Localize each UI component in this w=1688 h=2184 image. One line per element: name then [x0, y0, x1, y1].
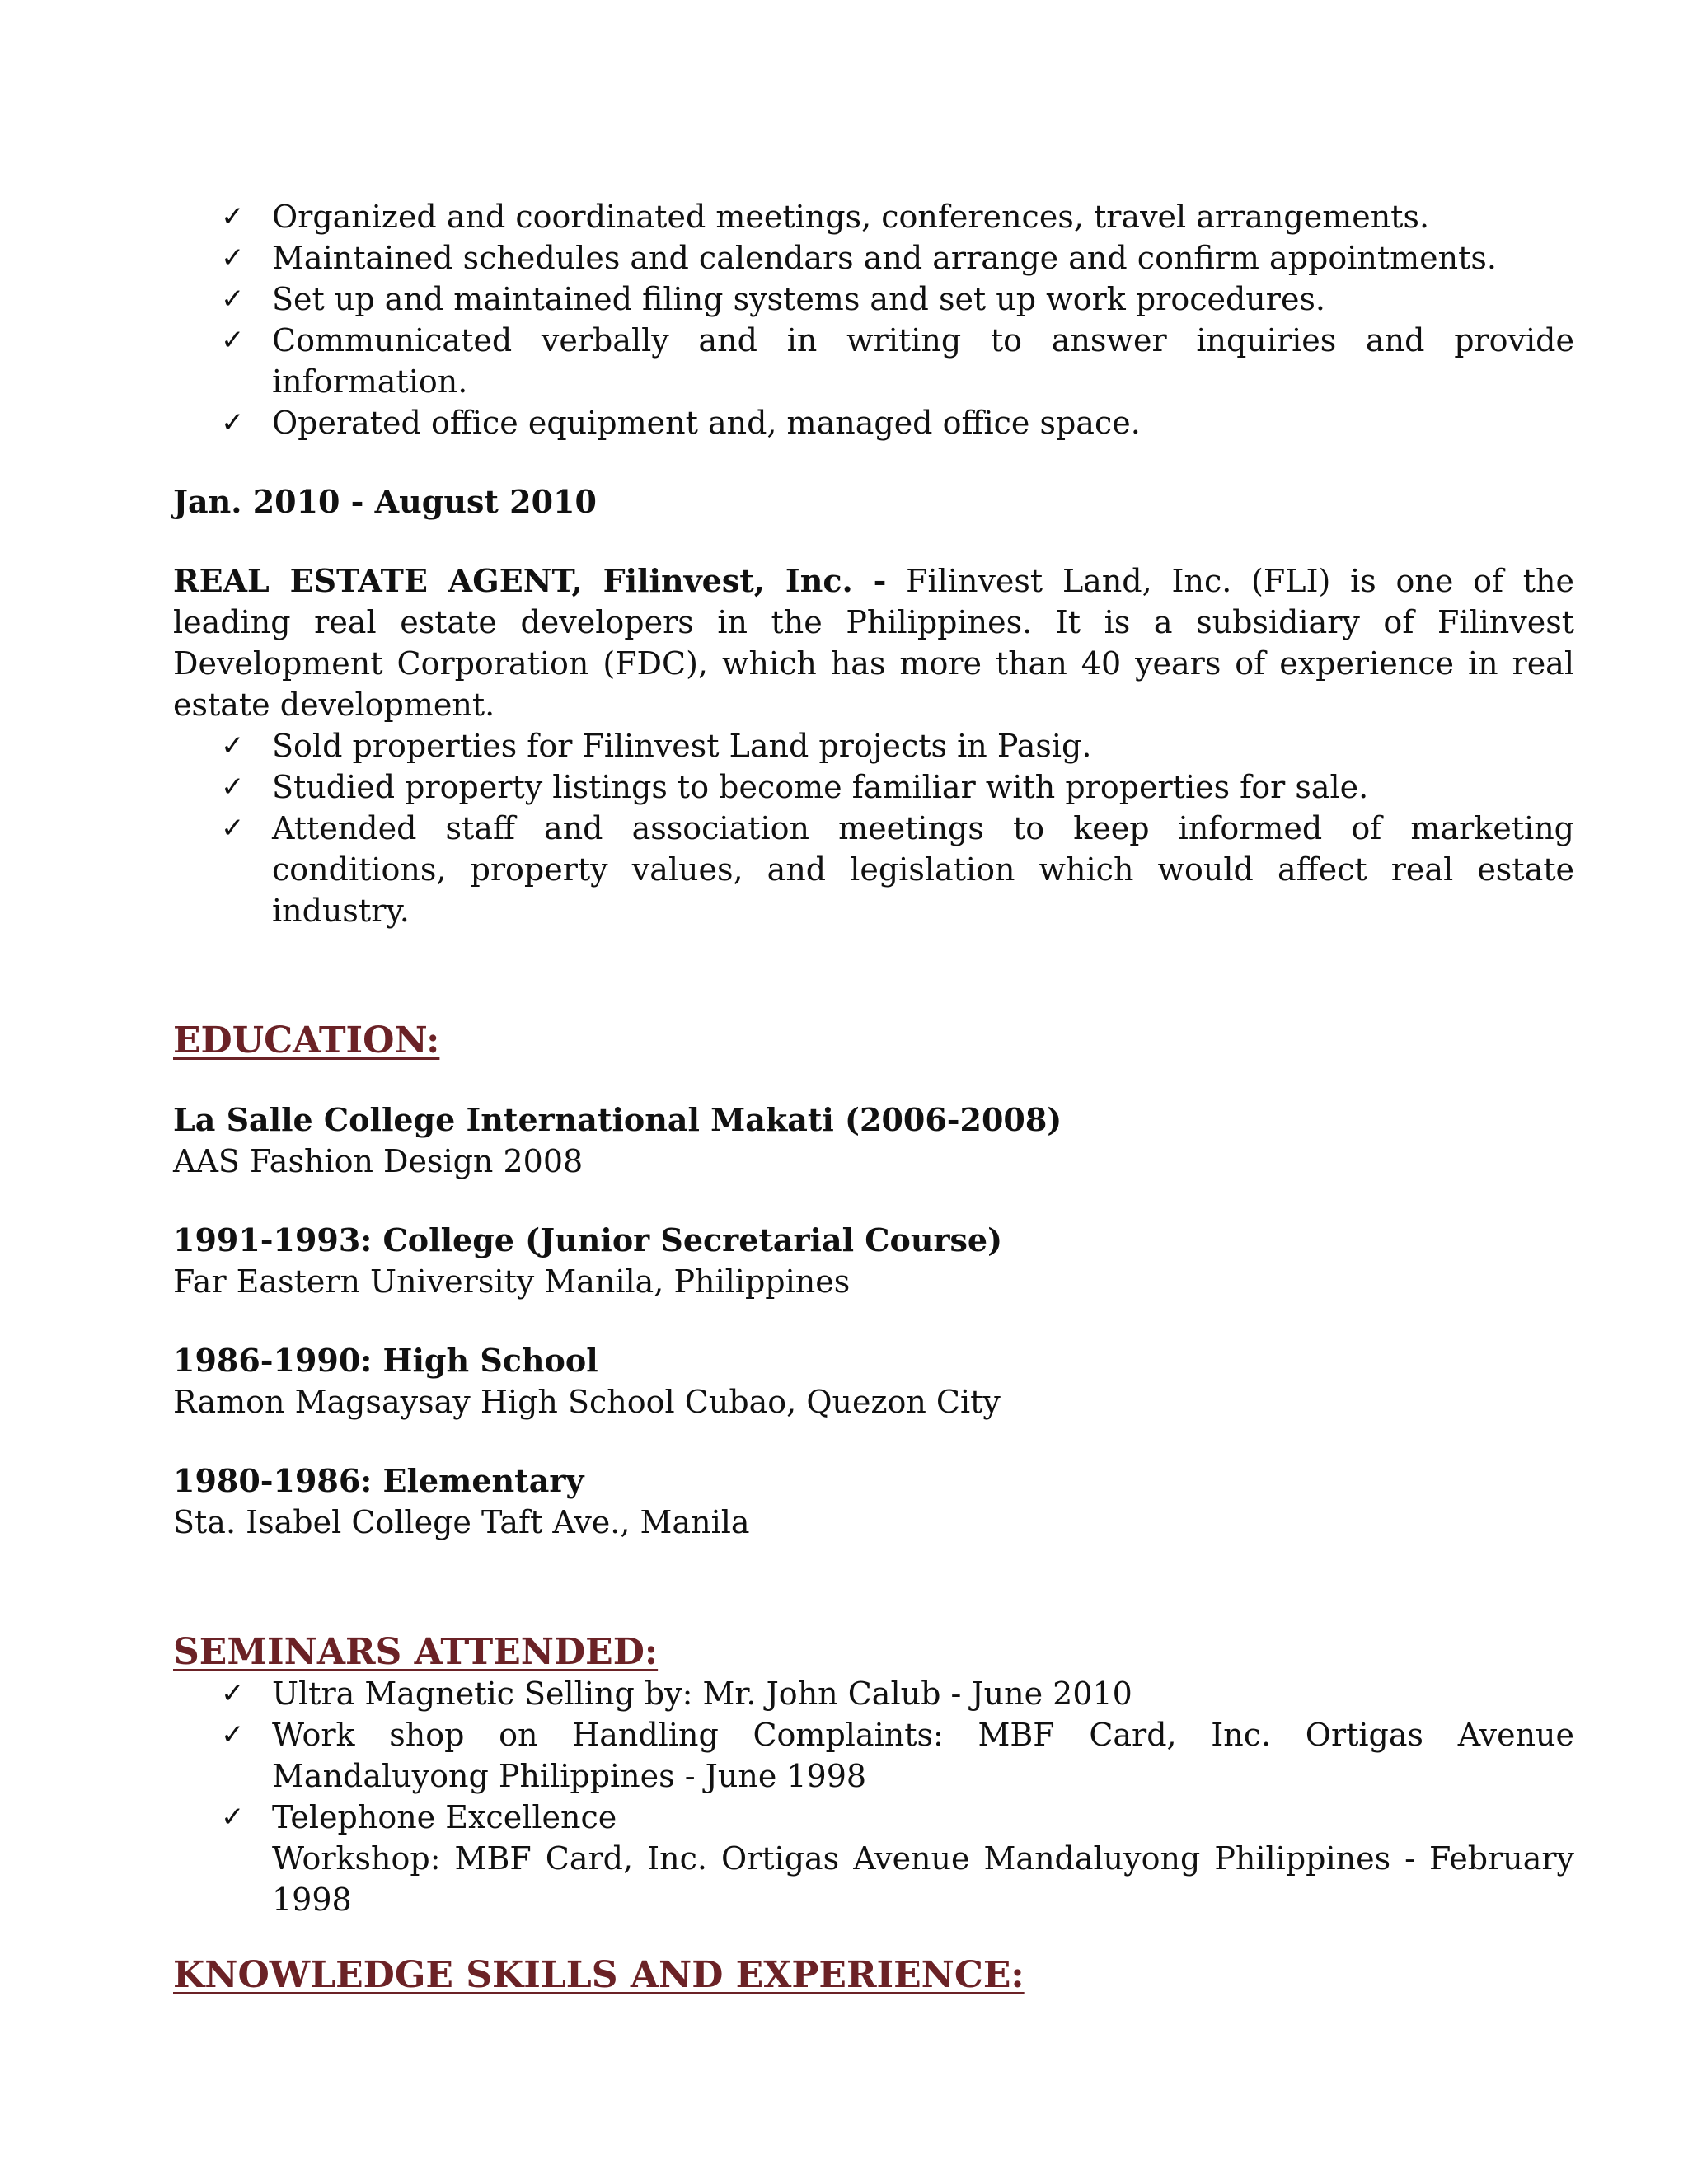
list-item-text: Communicated verbally and in writing to answer inquiries and provide information.	[272, 322, 1574, 400]
duties-list	[173, 196, 1574, 443]
knowledge-heading: KNOWLEDGE SKILLS AND EXPERIENCE:	[173, 1954, 1025, 1996]
education-entry-detail: Sta. Isabel College Taft Ave., Manila	[173, 1504, 750, 1540]
education-entry	[173, 1460, 1574, 1543]
list-item	[221, 1673, 1574, 1714]
list-item	[221, 237, 1574, 279]
list-item-text: Set up and maintained filing systems and set up work procedures.	[272, 281, 1326, 317]
list-item-text: Operated office equipment and, managed office space.	[272, 405, 1141, 441]
education-entry-detail: AAS Fashion Design 2008	[173, 1143, 584, 1179]
job-duties-list	[173, 725, 1574, 931]
list-item	[221, 320, 1574, 402]
check-mark-icon: ✓	[221, 1718, 245, 1751]
check-mark-icon: ✓	[221, 200, 245, 233]
list-item-text: Sold properties for Filinvest Land projects in Pasig.	[272, 728, 1092, 764]
education-entry-detail: Far Eastern University Manila, Philippines	[173, 1263, 851, 1300]
check-mark-icon: ✓	[221, 324, 245, 357]
list-item	[221, 402, 1574, 443]
check-mark-icon: ✓	[221, 729, 245, 762]
check-mark-icon: ✓	[221, 241, 245, 274]
list-item	[221, 766, 1574, 808]
check-mark-icon: ✓	[221, 406, 245, 439]
check-mark-icon: ✓	[221, 1677, 245, 1710]
list-item	[221, 1797, 1574, 1920]
list-item	[221, 279, 1574, 320]
list-item-text: Maintained schedules and calendars and arrange and confirm appointments.	[272, 240, 1497, 276]
list-item	[221, 725, 1574, 766]
education-entry-head: 1991-1993: College (Junior Secretarial Course)	[173, 1221, 1003, 1258]
list-item-text: Work shop on Handling Complaints: MBF Card, Inc. Ortigas Avenue Mandaluyong Philippines - June 1998	[272, 1717, 1574, 1794]
check-mark-icon: ✓	[221, 1801, 245, 1834]
list-item-text: Ultra Magnetic Selling by: Mr. John Calub - June 2010	[272, 1675, 1132, 1712]
check-mark-icon: ✓	[221, 812, 245, 845]
education-entry	[173, 1220, 1574, 1302]
seminars-list	[173, 1673, 1574, 1920]
list-item-text: Studied property listings to become familiar with properties for sale.	[272, 769, 1369, 805]
list-item	[221, 1714, 1574, 1797]
seminars-heading: SEMINARS ATTENDED:	[173, 1631, 659, 1673]
list-item-text-continued: Workshop: MBF Card, Inc. Ortigas Avenue Mandaluyong Philippines - February 1998	[272, 1840, 1574, 1918]
job-dates: Jan. 2010 - August 2010	[173, 483, 597, 520]
job-description	[173, 560, 1574, 725]
list-item-text: Attended staff and association meetings to keep informed of marketing conditions, property values, and legislation which would affect real estate industry.	[272, 810, 1574, 929]
resume-content	[173, 196, 1574, 1996]
education-entry	[173, 1340, 1574, 1422]
check-mark-icon: ✓	[221, 771, 245, 804]
education-entry-head: 1986-1990: High School	[173, 1342, 598, 1379]
list-item-text: Telephone Excellence	[272, 1799, 617, 1835]
list-item	[221, 808, 1574, 931]
education-heading: EDUCATION:	[173, 1019, 440, 1062]
check-mark-icon: ✓	[221, 283, 245, 316]
education-entry-head: 1980-1986: Elementary	[173, 1462, 584, 1499]
education-entry	[173, 1099, 1574, 1182]
list-item	[221, 196, 1574, 237]
education-entry-head: La Salle College International Makati (2006-2008)	[173, 1101, 1062, 1138]
job-description-text: Filinvest Land, Inc. (FLI) is one of the leading real estate developers in the Philippines. It is a subsidiary of Filinvest Development Corporation (FDC), which has more than 40 years of experience in real estate development.	[173, 563, 1575, 723]
list-item-text: Organized and coordinated meetings, conferences, travel arrangements.	[272, 199, 1430, 235]
education-entry-detail: Ramon Magsaysay High School Cubao, Quezon City	[173, 1384, 1001, 1420]
job-role: REAL ESTATE AGENT, Filinvest, Inc. -	[173, 562, 887, 599]
